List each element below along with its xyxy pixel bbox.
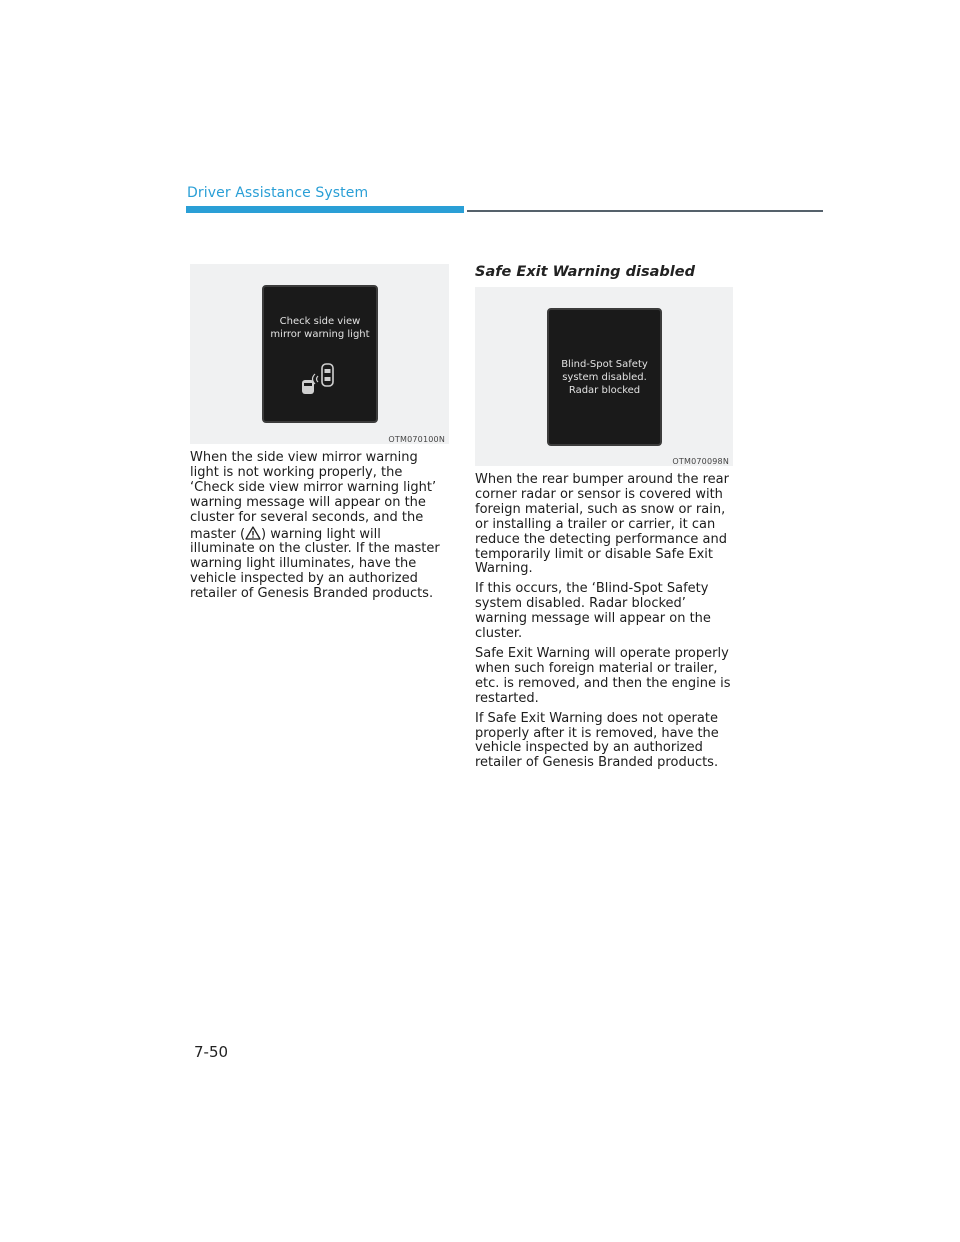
figure-radar-blocked <box>475 287 733 466</box>
paragraph: If this occurs, the ‘Blind-Spot Safety system disabled. Radar blocked’ warning message will appear on the cluster. <box>475 581 711 642</box>
paragraph: If Safe Exit Warning does not operate properly after it is removed, have the vehicle inspected by an authorized retailer of Genesis Branded products. <box>475 710 719 771</box>
section-heading: Safe Exit Warning disabled <box>475 264 695 280</box>
cluster-display <box>547 308 662 446</box>
warning-triangle-icon <box>245 526 261 540</box>
header-divider-line <box>467 210 823 212</box>
figure-code: OTM070098N <box>672 457 729 466</box>
paragraph: Safe Exit Warning will operate properly when such foreign material or trailer, etc. is removed, and then the engine is restarted. <box>475 645 731 706</box>
cluster-display <box>262 285 378 423</box>
header-accent-bar <box>186 206 464 213</box>
side-mirror-paragraph: When the side view mirror warning light is not working properly, the ‘Check side view mirror warning light’ warning message will appear on the cluster for several seconds, and the master ( ) warning light will illuminate on the cluster. If the master warning light illuminates, have the vehicle inspected by an authorized retailer of Genesis Branded products. <box>190 450 440 602</box>
safe-exit-body <box>475 473 733 776</box>
figure-code: OTM070100N <box>388 435 445 444</box>
vehicle-sensor-icon <box>300 362 340 398</box>
paragraph: When the rear bumper around the rear corner radar or sensor is covered with foreign material, such as snow or rain, or installing a trailer or carrier, it can reduce the detecting performance and temporarily limit or disable Safe Exit Warning. <box>475 472 729 577</box>
cluster-message: Check side view mirror warning light <box>270 316 370 340</box>
cluster-message: Blind-Spot Safety system disabled. Radar blocked <box>561 359 648 396</box>
section-header-title: Driver Assistance System <box>187 185 369 201</box>
figure-side-mirror-warning <box>190 264 449 444</box>
page-number: 7-50 <box>194 1043 229 1061</box>
